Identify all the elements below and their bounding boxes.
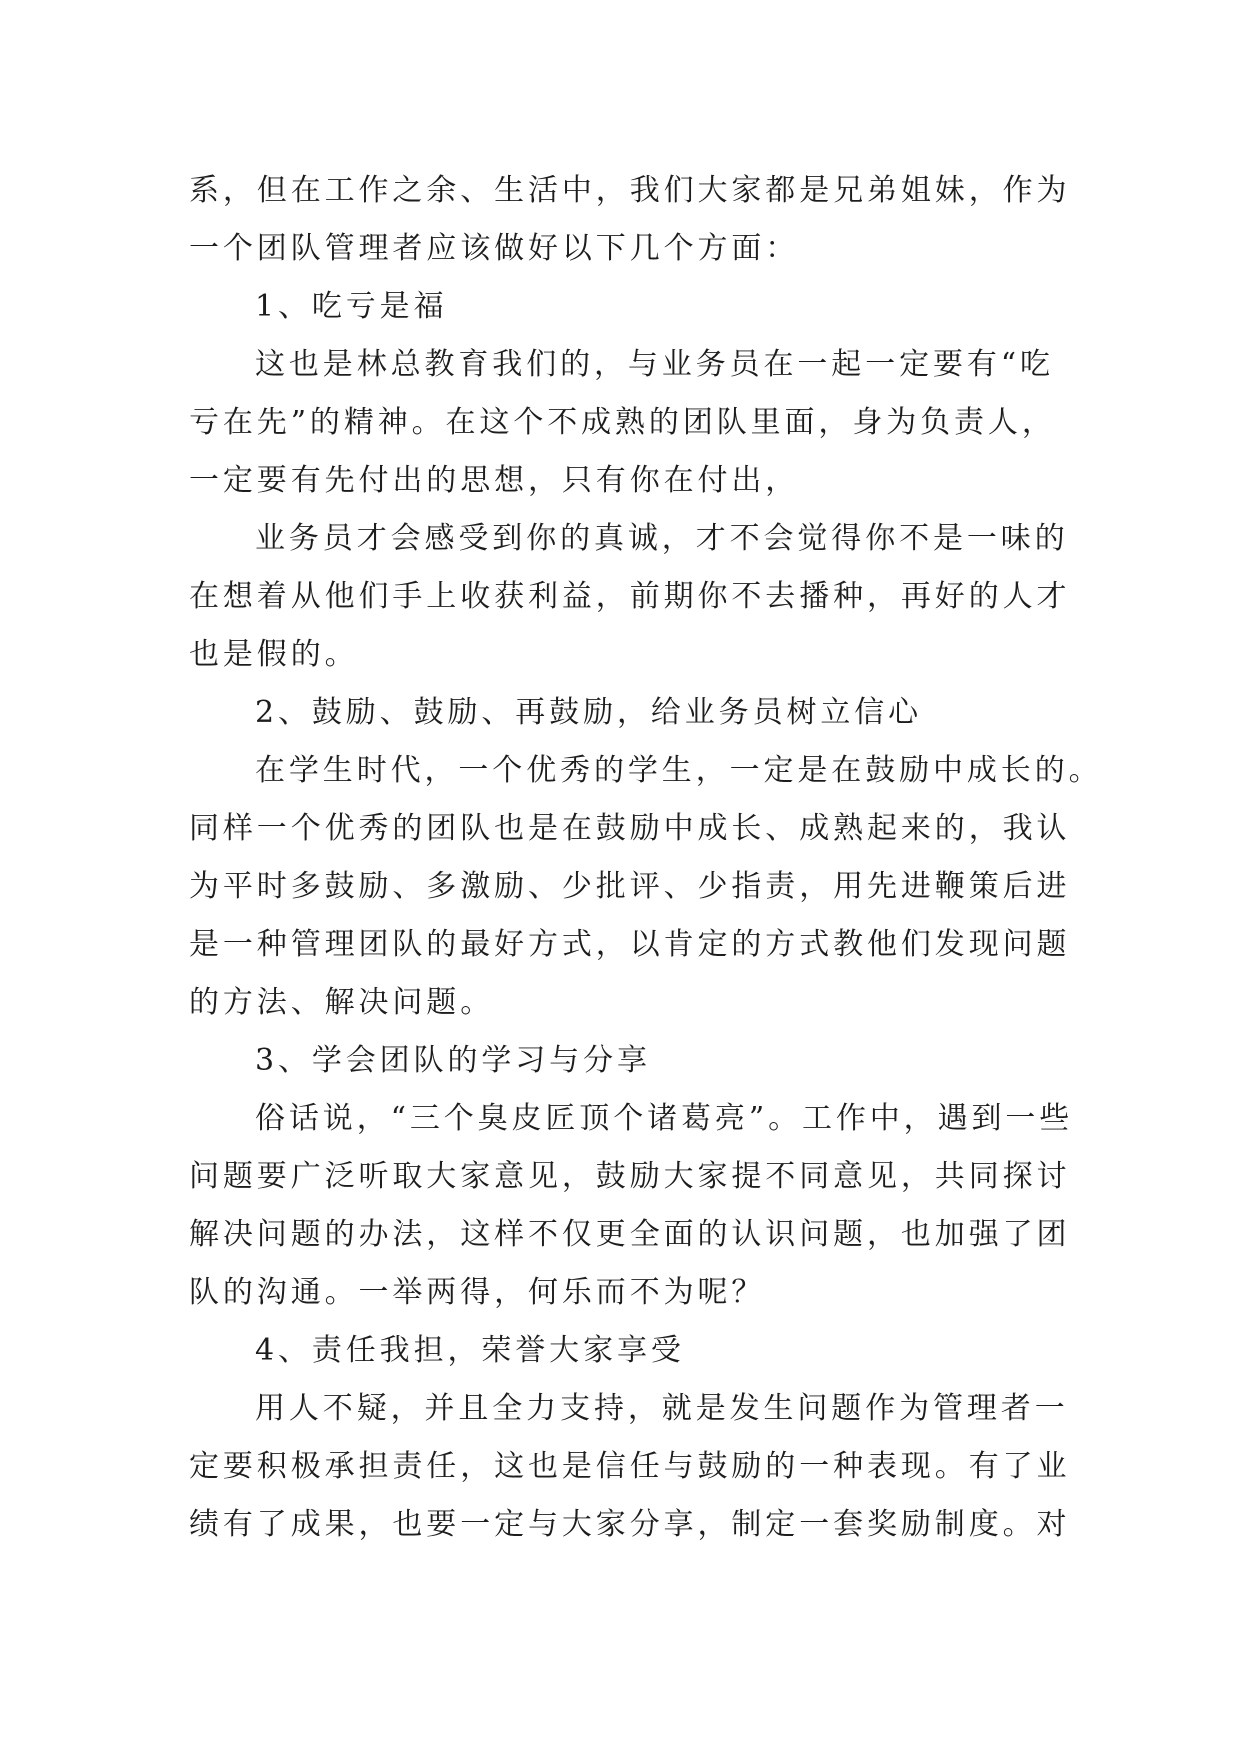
- section-heading: 4、责任我担，荣誉大家享受: [255, 1333, 685, 1368]
- paragraph-first-line: 用人不疑，并且全力支持，就是发生问题作为管理者一: [255, 1391, 1069, 1426]
- body-line: 队的沟通。一举两得，何乐而不为呢？: [189, 1275, 766, 1310]
- body-line: 一定要有先付出的思想，只有你在付出，: [189, 463, 800, 498]
- body-line: 也是假的。: [189, 637, 359, 672]
- section-heading: 2、鼓励、鼓励、再鼓励，给业务员树立信心: [255, 695, 923, 730]
- section-heading: 1、吃亏是福: [255, 289, 448, 324]
- body-line: 亏在先”的精神。在这个不成熟的团队里面，身为负责人，: [189, 405, 1056, 440]
- body-line: 绩有了成果，也要一定与大家分享，制定一套奖励制度。对: [189, 1507, 1071, 1542]
- document-body: [189, 162, 1103, 1554]
- body-line: 是一种管理团队的最好方式，以肯定的方式教他们发现问题: [189, 927, 1071, 962]
- section-heading: 3、学会团队的学习与分享: [255, 1043, 651, 1078]
- body-line: 定要积极承担责任，这也是信任与鼓励的一种表现。有了业: [189, 1449, 1071, 1484]
- paragraph-first-line: 在学生时代，一个优秀的学生，一定是在鼓励中成长的。: [255, 753, 1103, 788]
- body-line: 问题要广泛听取大家意见，鼓励大家提不同意见，共同探讨: [189, 1159, 1071, 1194]
- body-line: 解决问题的办法，这样不仅更全面的认识问题，也加强了团: [189, 1217, 1071, 1252]
- body-line: 系，但在工作之余、生活中，我们大家都是兄弟姐妹，作为: [189, 173, 1071, 208]
- paragraph-first-line: 这也是林总教育我们的，与业务员在一起一定要有“吃: [255, 347, 1054, 382]
- body-line: 同样一个优秀的团队也是在鼓励中成长、成熟起来的，我认: [189, 811, 1071, 846]
- paragraph-first-line: 俗话说，“三个臭皮匠顶个诸葛亮”。工作中，遇到一些: [255, 1101, 1074, 1136]
- body-line: 的方法、解决问题。: [189, 985, 495, 1020]
- body-line: 为平时多鼓励、多激励、少批评、少指责，用先进鞭策后进: [189, 869, 1071, 904]
- body-line: 一个团队管理者应该做好以下几个方面：: [189, 231, 800, 266]
- body-line: 在想着从他们手上收获利益，前期你不去播种，再好的人才: [189, 579, 1071, 614]
- paragraph-first-line: 业务员才会感受到你的真诚，才不会觉得你不是一味的: [255, 521, 1069, 556]
